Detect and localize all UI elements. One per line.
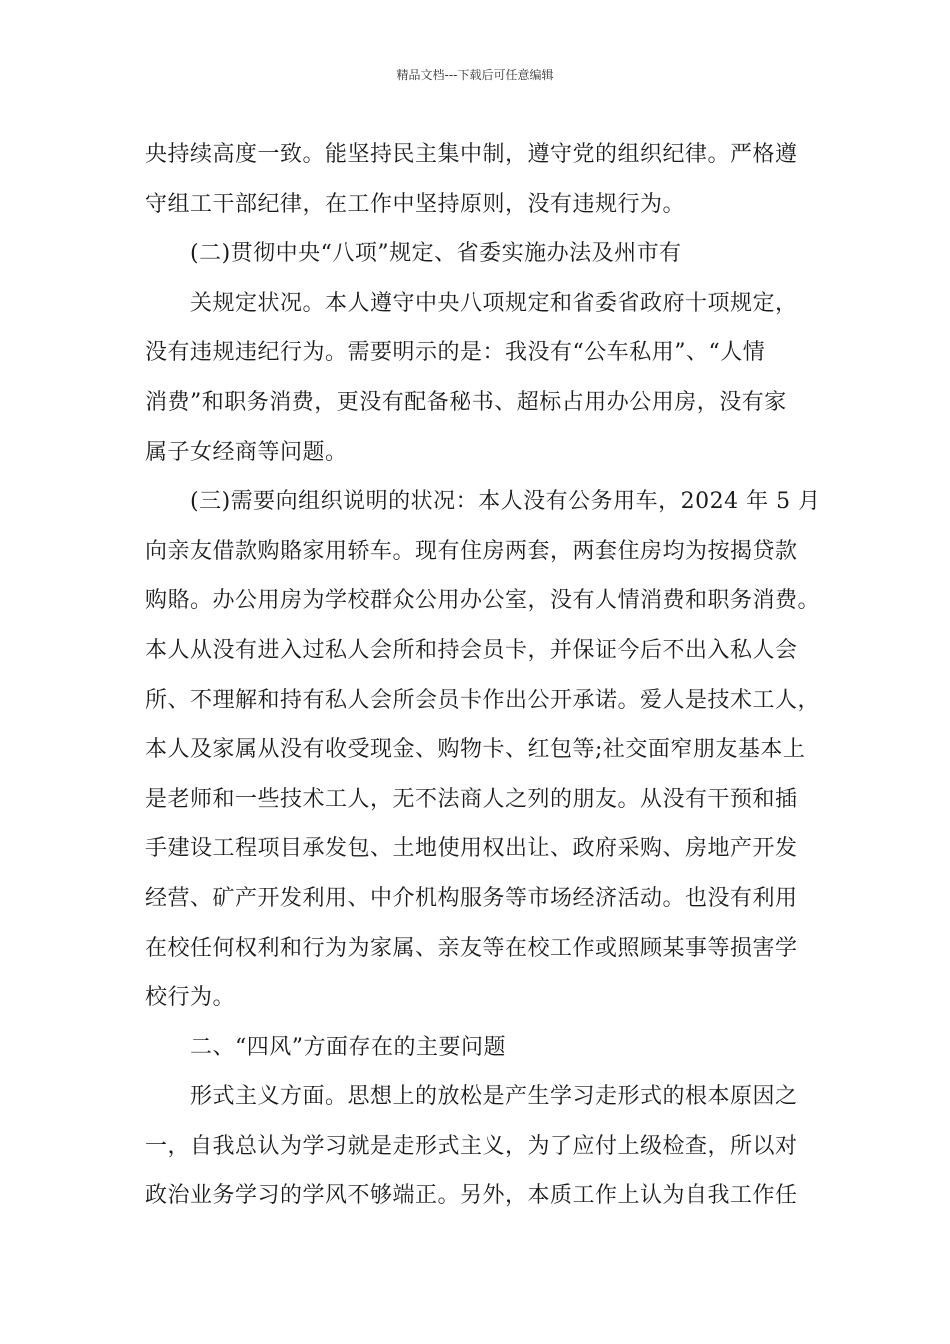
- text-line: 所、不理解和持有私人会所会员卡作出公开承诺。爱人是技术工人，: [145, 687, 821, 713]
- section-heading: 二、“四风”方面存在的主要问题: [190, 1034, 506, 1060]
- text-line: 本人及家属从没有收受现金、购物卡、红包等;社交面窄朋友基本上: [145, 737, 806, 763]
- text-line: 没有违规违纪行为。需要明示的是：我没有“公车私用”、“人情: [145, 340, 766, 366]
- text-line: 政治业务学习的学风不够端正。另外，本质工作上认为自我工作任: [145, 1183, 798, 1209]
- document-body: [145, 130, 821, 1221]
- text-line: 手建设工程项目承发包、土地使用权出让、政府采购、房地产开发: [145, 836, 798, 862]
- page-header: 精品文档---下载后可任意编辑: [396, 68, 554, 82]
- text-line: 关规定状况。本人遵守中央八项规定和省委省政府十项规定，: [190, 290, 798, 316]
- text-line: 是老师和一些技术工人，无不法商人之列的朋友。从没有干预和插: [145, 786, 798, 812]
- text-line: 属子女经商等问题。: [145, 439, 348, 465]
- text-line: 守组工干部纪律，在工作中坚持原则，没有违规行为。: [145, 191, 686, 217]
- text-line: 一，自我总认为学习就是走形式主义，为了应付上级检查，所以对: [145, 1133, 798, 1159]
- text-line: 经营、矿产开发利用、中介机构服务等市场经济活动。也没有利用: [145, 885, 798, 911]
- text-line: 本人从没有进入过私人会所和持会员卡，并保证今后不出入私人会: [145, 637, 798, 663]
- text-line: 在校任何权利和行为为家属、亲友等在校工作或照顾某事等损害学: [145, 935, 798, 961]
- text-line: 央持续高度一致。能坚持民主集中制，遵守党的组织纪律。严格遵: [145, 142, 798, 167]
- text-line: 形式主义方面。思想上的放松是产生学习走形式的根本原因之: [190, 1084, 798, 1110]
- text-line: 购賂。办公用房为学校群众公用办公室，没有人情消费和职务消费。: [145, 588, 821, 614]
- text-line: 向亲友借款购賂家用轿车。现有住房两套，两套住房均为按揭贷款: [145, 538, 798, 564]
- section-heading: (二)贯彻中央“八项”规定、省委实施办法及州市有: [190, 241, 682, 267]
- section-heading: (三)需要向组织说明的状况：本人没有公务用车，2024 年 5 月: [190, 489, 821, 515]
- text-line: 消费”和职务消费，更没有配备秘书、超标占用办公用房，没有家: [145, 389, 787, 415]
- text-line: 校行为。: [145, 985, 236, 1011]
